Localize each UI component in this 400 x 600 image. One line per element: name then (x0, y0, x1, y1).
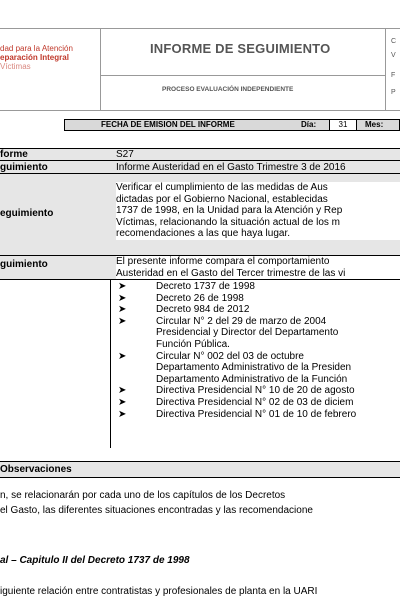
emission-label: FECHA DE EMISION DEL INFORME (101, 120, 235, 129)
process-subtitle: PROCESO EVALUACIÓN INDEPENDIENTE (162, 86, 294, 93)
decree-list (118, 281, 400, 420)
section-text: iguiente relación entre contratistas y profesionales de planta en la UARI (0, 586, 318, 597)
arrow-bullet-icon: ➤ (118, 408, 127, 420)
paragraph-line: n, se relacionarán por cada uno de los capítulos de los Decretos (0, 490, 286, 501)
logo-line-3: Víctimas (0, 62, 31, 71)
list-item: ➤ Directiva Presidencial N° 01 de 10 de febrero (118, 408, 357, 420)
month-label: Mes: (365, 120, 384, 129)
list-item: ➤ Circular N° 002 del 03 de octubre Departamento Administrativo de la Presiden Departamento Administrativo de la Función (118, 350, 352, 385)
scope-line: Austeridad en el Gasto del Tercer trimestre de las vi (116, 267, 346, 279)
row-label: guimiento (0, 162, 48, 173)
objective-line: recomendaciones a las que haya lugar. (116, 228, 291, 240)
side-letter-3: F (391, 72, 396, 79)
observations-label: Observaciones (0, 464, 72, 475)
arrow-bullet-icon: ➤ (118, 385, 127, 397)
header-bottom-border (0, 110, 400, 111)
arrow-bullet-icon: ➤ (118, 350, 127, 362)
organization-logo (0, 44, 73, 71)
header-divider-right (385, 28, 386, 110)
emission-date-row (64, 119, 400, 131)
paragraph-line: el Gasto, las diferentes situaciones encontradas y las recomendacione (0, 505, 313, 516)
list-item: ➤ Directiva Presidencial N° 10 de 20 de agosto (118, 385, 355, 397)
section-heading: al – Capitulo II del Decreto 1737 de 1998 (0, 555, 190, 566)
list-item: ➤ Circular N° 2 del 29 de marzo de 2004 Presidencial y Director del Departamento Función Pública. (118, 315, 339, 350)
objective-line: Verificar el cumplimiento de las medidas de Aus (116, 182, 328, 193)
arrow-bullet-icon: ➤ (118, 281, 127, 292)
header-divider-left (100, 28, 101, 110)
list-item: ➤ Decreto 1737 de 1998 (118, 281, 255, 292)
arrow-bullet-icon: ➤ (118, 396, 127, 408)
side-letter-1: C (391, 38, 397, 45)
arrow-bullet-icon: ➤ (118, 315, 127, 327)
scope-line: El presente informe compara el comportamiento (116, 256, 330, 267)
side-letter-4: P (391, 89, 396, 96)
observations-row (0, 461, 400, 478)
row-label: guimiento (0, 259, 48, 270)
row-label: forme (0, 149, 28, 160)
row-value: S27 (116, 149, 134, 160)
list-item: ➤ Decreto 26 de 1998 (118, 292, 244, 304)
list-item: ➤ Decreto 984 de 2012 (118, 304, 250, 316)
header-divider-mid (100, 75, 385, 76)
objective-line: Víctimas, relacionando la situación actual de los m (116, 216, 341, 228)
day-value: 31 (329, 120, 357, 130)
document-title: INFORME DE SEGUIMIENTO (150, 41, 331, 56)
row-label: eguimiento (0, 208, 54, 219)
objective-text (116, 182, 400, 240)
observations-paragraph (0, 488, 400, 518)
side-letter-2: V (391, 52, 396, 59)
objective-line: 1737 de 1998, en la Unidad para la Atención y Rep (116, 205, 343, 217)
arrow-bullet-icon: ➤ (118, 292, 127, 304)
day-label: Día: (301, 120, 317, 129)
logo-line-1: dad para la Atención (0, 44, 73, 53)
header-top-border (0, 28, 400, 29)
list-item: ➤ Directiva Presidencial N° 02 de 03 de diciem (118, 396, 354, 408)
objective-line: dictadas por el Gobierno Nacional, establecidas (116, 193, 328, 205)
logo-line-2: eparación Integral (0, 53, 69, 62)
scope-text (116, 256, 400, 279)
row-value: Informe Austeridad en el Gasto Trimestre 3 de 2016 (116, 162, 346, 173)
arrow-bullet-icon: ➤ (118, 304, 127, 316)
